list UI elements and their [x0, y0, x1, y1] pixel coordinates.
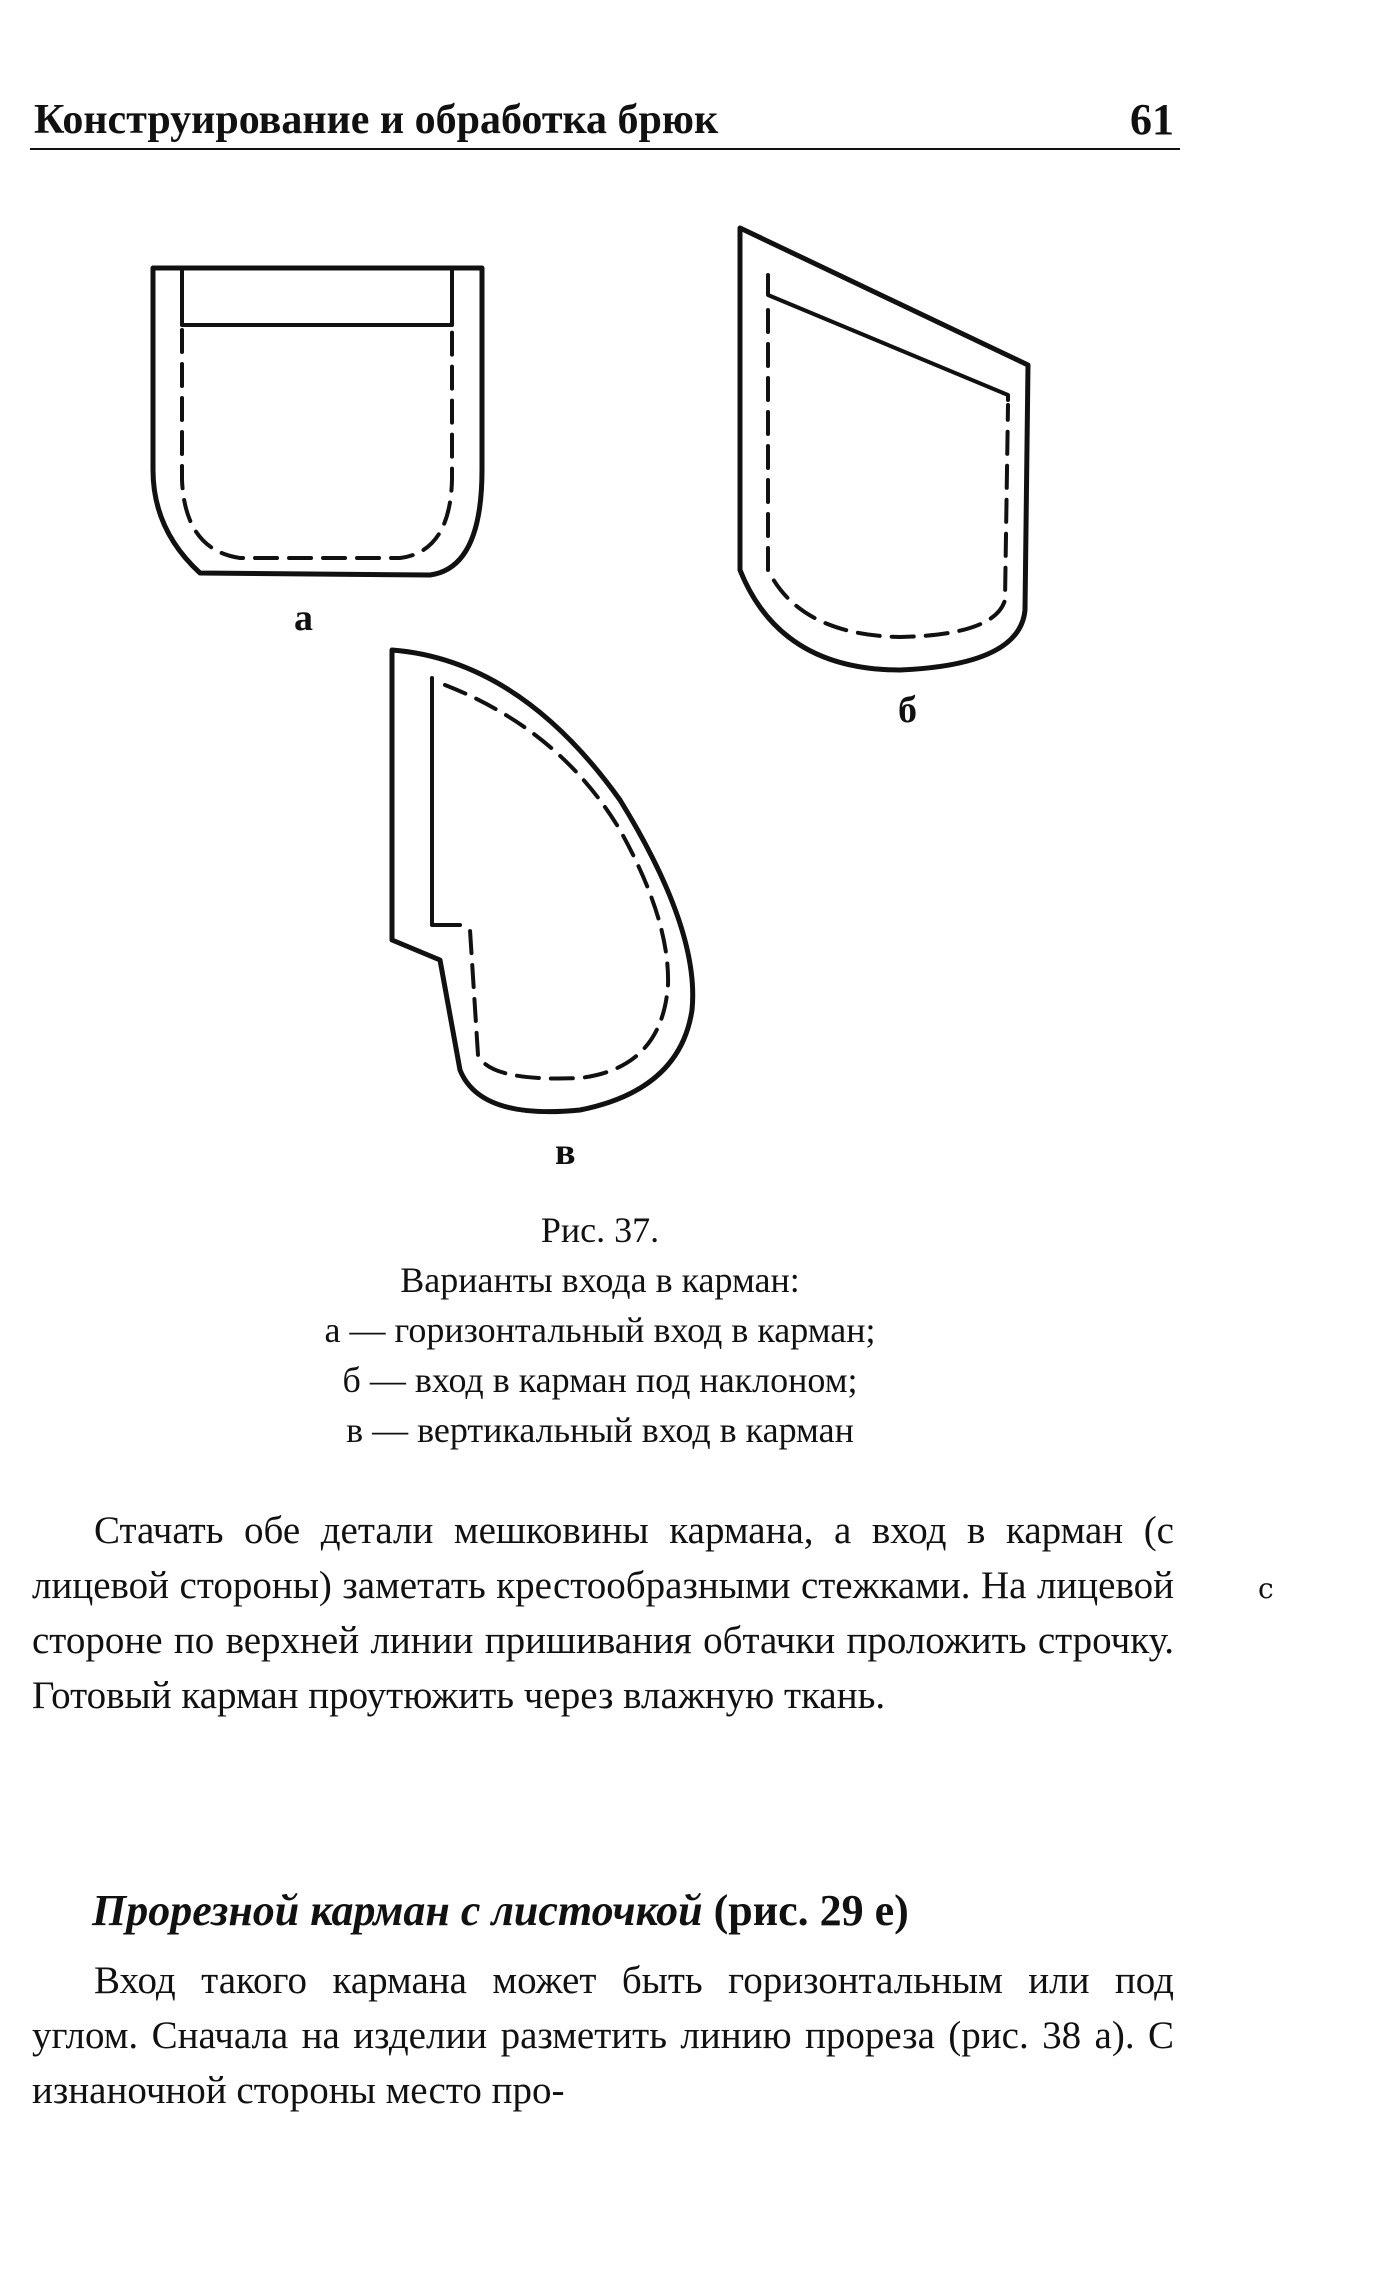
- section-heading: [92, 1885, 909, 1936]
- caption-item-a: а — горизонтальный вход в карман;: [324, 1310, 876, 1350]
- pocket-a-stitch-line: [182, 330, 452, 558]
- pocket-v-stitch-line: [445, 685, 668, 1079]
- pocket-b-stitch-line: [768, 310, 1008, 637]
- caption-item-b: б — вход в карман под наклоном;: [342, 1360, 858, 1400]
- pocket-a-inner-line: [182, 268, 452, 325]
- figure-label-v: в: [555, 1131, 576, 1173]
- section-heading-title: Прорезной карман с листочкой: [92, 1886, 703, 1935]
- caption-figure-number: Рис. 37.: [540, 1210, 660, 1250]
- pocket-b-drawing: [740, 228, 1028, 670]
- pocket-a-outline: [153, 268, 482, 575]
- caption-title: Варианты входа в карман:: [400, 1260, 800, 1300]
- page-number: 61: [1130, 95, 1174, 144]
- margin-mark: ⅽ: [1258, 1572, 1274, 1605]
- section-heading-reference: (рис. 29 е): [713, 1886, 909, 1935]
- pocket-b-outline: [740, 228, 1028, 670]
- pocket-a-drawing: [153, 268, 482, 575]
- caption-item-v: в — вертикальный вход в карман: [346, 1410, 854, 1450]
- header-title: Конструирование и обработка брюк: [34, 97, 719, 143]
- figure-label-b: б: [898, 689, 917, 731]
- figure-caption: [0, 1205, 1200, 1455]
- figure-label-a: а: [294, 597, 313, 639]
- pocket-v-drawing: [392, 650, 693, 1112]
- pocket-v-entry-line: [432, 678, 460, 925]
- paragraph-stitching: Стачать обе детали мешковины кармана, а вход в карман (с лицевой стороны) заметать крестообразными стежками. На лицевой стороне по верхней линии пришивания обтачки проложить строчку. Готовый карман проутюжить через влажную ткань.: [32, 1509, 1174, 1717]
- paragraph-welt-pocket: Вход такого кармана может быть горизонтальным или под углом. Сначала на изделии разметить линию прореза (рис. 38 а). С изнаночной стороны место про-: [32, 1959, 1174, 2112]
